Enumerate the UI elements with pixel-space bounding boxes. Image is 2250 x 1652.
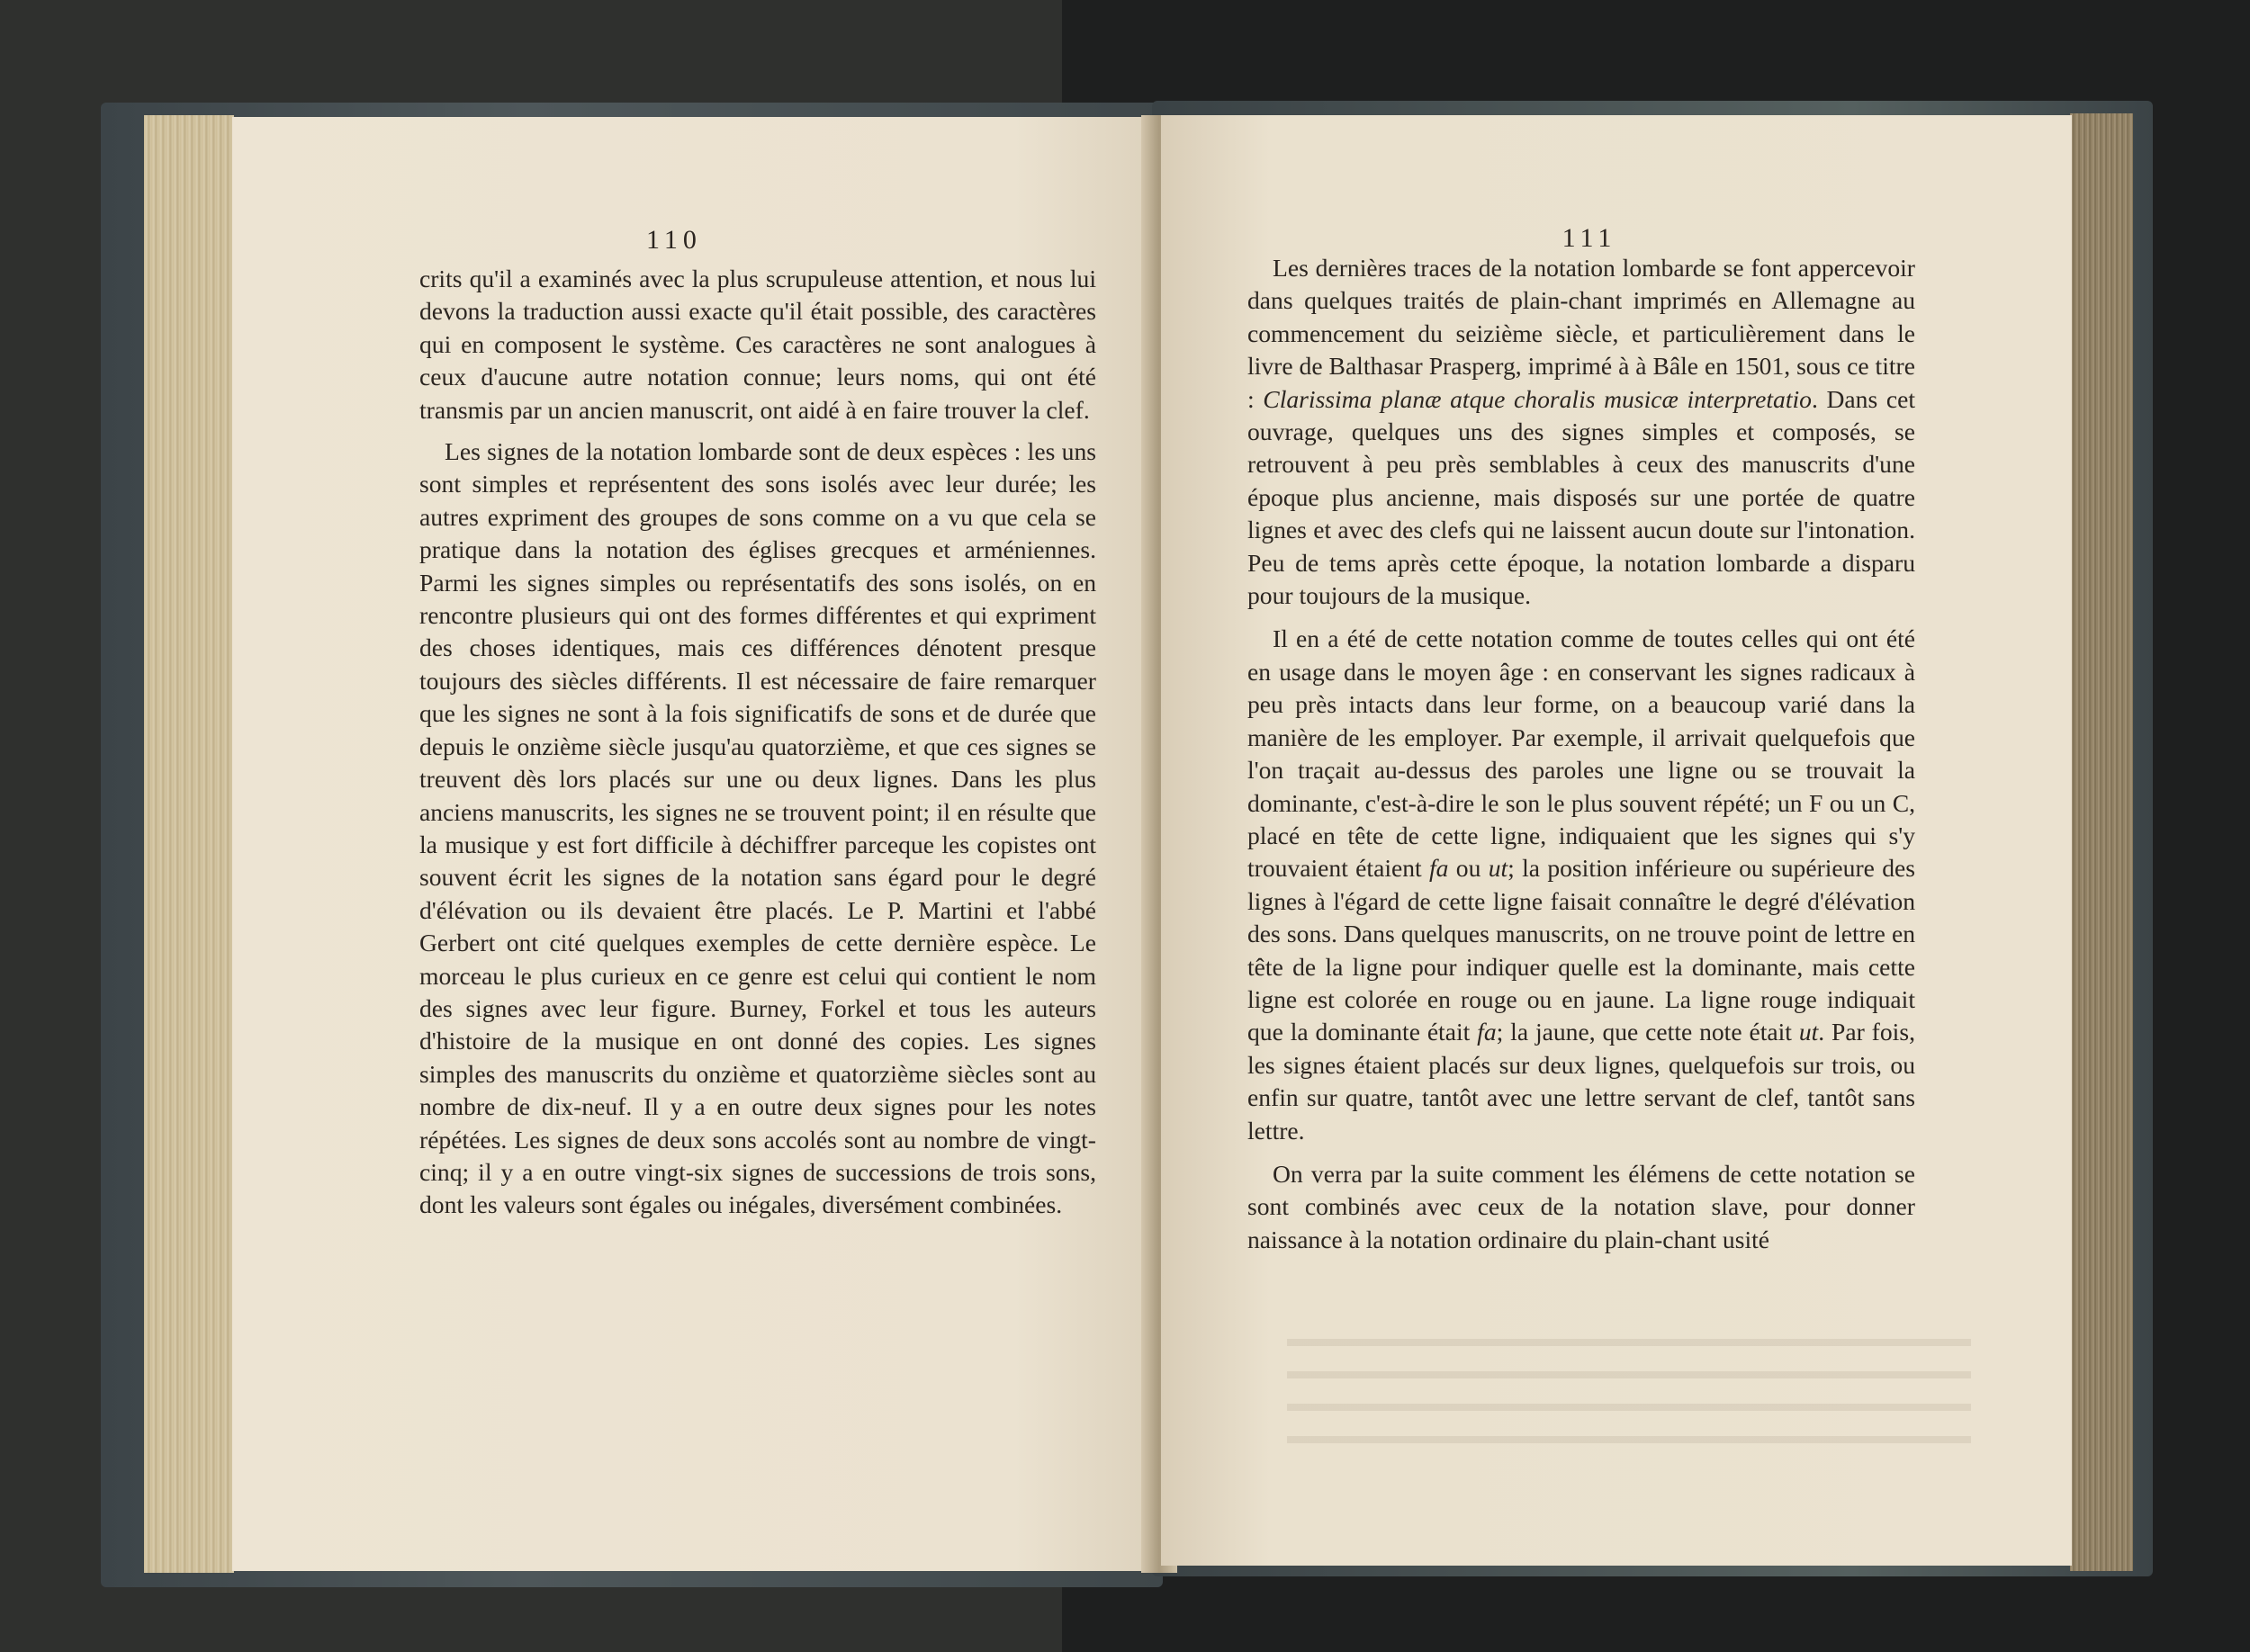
- page-number-right: 111: [1562, 223, 1617, 253]
- italic-note: ut: [1488, 854, 1508, 883]
- page-edges-left: [144, 115, 234, 1573]
- italic-note: fa: [1429, 854, 1449, 883]
- italic-note: fa: [1477, 1018, 1497, 1046]
- text-run: Les dernières traces de la notation lombarde se font appercevoir dans quelques traités de plain-chant imprimés en Allemagne au commencement du seizième siècle, et particulièrement dans le livre de Balthasar Prasperg, imprimé à à Bâle en 1501, sous ce titre :: [1247, 254, 1915, 413]
- text-run: ou: [1448, 854, 1489, 883]
- paragraph: crits qu'il a examinés avec la plus scrupuleuse attention, et nous lui devons la traduction aussi exacte qu'il était possible, des caractères qui en composent le système. Ces caractères ne sont analogues à ceux d'aucune autre notation connue; leurs noms, qui ont été transmis par un ancien manuscrit, ont aidé à en faire trouver la clef.: [419, 265, 1096, 424]
- italic-note: ut: [1798, 1018, 1819, 1046]
- text-run: . Dans cet ouvrage, quelques uns des signes simples et composés, se retrouvent à peu près semblables à ceux des manuscrits d'une époque plus ancienne, mais disposés sur une portée de quatre lignes et avec des clefs qui ne laissent aucun doute sur l'intonation. Peu de tems après cette époque, la notation lombarde a disparu pour toujours de la musique.: [1247, 384, 1915, 610]
- text-run: Il en a été de cette notation comme de toutes celles qui ont été en usage dans le moyen âge : en conservant les signes radicaux à peu près intacts dans leur forme, on a beaucoup varié dans la manière de les employer. Par exemple, il arrivait quelquefois que l'on traçait au-dessus des paroles une ligne ou se trouvait la dominante, c'est-à-dire le son le plus souvent répété; un F ou un C, placé en tête de cette ligne, indiquaient que les signes qui s'y trouvaient étaient: [1247, 624, 1915, 883]
- text-run: ; la jaune, que cette note était: [1496, 1018, 1799, 1046]
- right-page-body: [1247, 252, 1915, 1256]
- book-title-italic: Clarissima planæ atque choralis musicæ interpretatio: [1263, 384, 1812, 413]
- page-number-left: 110: [646, 225, 702, 255]
- paragraph: On verra par la suite comment les élémens de cette notation se sont combinés avec ceux de la notation slave, pour donner naissance à la notation ordinaire du plain-chant usité: [1247, 1159, 1915, 1253]
- show-through-lines: [1287, 1321, 1971, 1465]
- paragraph: [1247, 623, 1915, 1147]
- paragraph: [1247, 252, 1915, 612]
- left-page: [232, 117, 1152, 1571]
- show-through-text: [439, 1395, 1069, 1494]
- left-page-body: [419, 263, 1096, 1222]
- page-edges-right: [2070, 113, 2133, 1571]
- text-run: ; la position inférieure ou supérieure des lignes à l'égard de cette ligne faisait connaître le degré d'élévation des sons. Dans quelques manuscrits, on ne trouve point de lettre en tête de la ligne pour indiquer quelle est la dominante, mais cette ligne est colorée en rouge ou en jaune. La ligne rouge indiquait que la dominante était: [1247, 854, 1915, 1046]
- right-page: [1161, 115, 2072, 1566]
- text-run: . Par fois, les signes étaient placés sur deux lignes, quelquefois sur trois, ou enfin sur quatre, tantôt avec une lettre servant de clef, tantôt sans lettre.: [1247, 1018, 1915, 1145]
- paragraph: Les signes de la notation lombarde sont de deux espèces : les uns sont simples et représentent des sons isolés avec leur durée; les autres expriment des groupes de sons comme on a vu que cela se pratique dans la notation des églises grecques et arméniennes. Parmi les signes simples ou représentatifs des sons isolés, on en rencontre plusieurs qui ont des formes différentes et qui expriment des choses identiques, mais ces différences dénotent presque toujours des siècles différents. Il est nécessaire de faire remarquer que les signes ne sont à la fois significatifs de sons et de durée que depuis le onzième siècle jusqu'au quatorzième, et que ces signes se treuvent dès lors placés sur une ou deux lignes. Dans les plus anciens manuscrits, les signes ne se trouvent point; il en résulte que la musique y est fort difficile à déchiffrer parceque les copistes ont souvent écrit les signes de la notation sans égard pour le degré d'élévation ou ils devaient être placés. Le P. Martini et l'abbé Gerbert ont cité quelques exemples de cette dernière espèce. Le morceau le plus curieux en ce genre est celui qui contient le nom des signes avec leur figure. Burney, Forkel et tous les auteurs d'histoire de la musique en ont donné des copies. Les signes simples des manuscrits du onzième et quatorzième siècles sont au nombre de dix-neuf. Il y a en outre deux signes pour les notes répétées. Les signes de deux sons accolés sont au nombre de vingt-cinq; il y a en outre vingt-six signes de successions de trois sons, dont les valeurs sont égales ou inégales, diversément combinées.: [419, 437, 1096, 1219]
